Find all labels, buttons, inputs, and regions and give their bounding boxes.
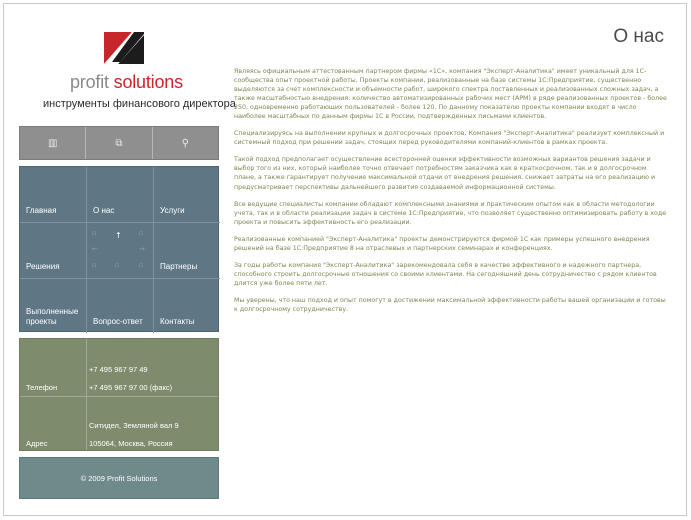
right-arrow-icon: → — [139, 245, 145, 253]
brand-name[interactable] — [70, 72, 183, 93]
paragraph: Специализируясь на выполнении крупных и долгосрочных проектов, Компания "Эксперт-Аналитика" реализует комплексный и системный подход при решении задач, стоящих перед руководителями компаний-клиентов в рамках проекта. — [234, 130, 665, 147]
nav-label: Главная — [26, 206, 57, 215]
brand-profit: profit — [70, 72, 109, 92]
nav-label: О нас — [93, 206, 115, 215]
page-title: О нас — [613, 26, 664, 47]
paragraph: Реализованные компанией "Эксперт-Аналитика" проекты демонстрируются фирмой 1С как примеры успешного внедрения решений на базе 1С:Предприятие 8 на отраслевых и партнерских семинарах и конференциях. — [234, 235, 650, 252]
nav-item-about[interactable] — [87, 167, 154, 223]
nav-label — [26, 307, 78, 327]
arrow-decoration — [87, 223, 153, 278]
nav-label: Партнеры — [160, 262, 198, 271]
red-black-triangle-logo-icon[interactable] — [104, 32, 144, 64]
book-icon[interactable]: ▥ — [20, 127, 86, 159]
brand-tagline: инструменты финансового директора — [43, 98, 236, 110]
copy-icon[interactable]: ⧉ — [86, 127, 152, 159]
nav-item-question[interactable] — [87, 279, 154, 333]
copyright: © 2009 Profit Solutions — [80, 473, 158, 483]
nav-item-contacts[interactable] — [154, 279, 220, 333]
down-arrow-icon: ▫ — [115, 261, 120, 269]
corner-arrow-icon: ▫ — [139, 229, 144, 237]
footer — [19, 457, 219, 499]
paragraph: Все ведущие специалисты компании обладают комплексными знаниями и практическим опытом как в области методологии учета, так и в области реализации задач в системе 1С:Предприятие, что позволяет существенно оптимизировать работу в ходе проекта и повысить эффективность его реализации. — [234, 200, 667, 226]
nav-label-line1: Выполненные — [26, 307, 79, 316]
corner-arrow-icon: ▫ — [139, 261, 144, 269]
left-arrow-icon: ← — [92, 245, 98, 253]
contact-block — [19, 338, 219, 451]
divider — [86, 339, 87, 450]
address-label: Адрес — [26, 439, 48, 448]
nav-label-line2: проекты — [26, 317, 57, 326]
nav-arrows-cell — [87, 223, 154, 279]
nav-label: Вопрос-ответ — [93, 317, 143, 326]
nav-item-home[interactable] — [20, 167, 87, 223]
phone-number: +7 495 967 97 49 — [89, 365, 148, 374]
tool-bar — [19, 126, 219, 160]
nav-item-services[interactable] — [154, 167, 220, 223]
nav-label: Решения — [26, 262, 60, 271]
about-text — [234, 67, 668, 322]
paragraph: Мы уверены, что наш подход и опыт помогут в достижении максимальной эффективности работы вашей организации и готовы к долгосрочному сотрудничеству. — [234, 296, 666, 313]
corner-arrow-icon: ▫ — [92, 229, 97, 237]
nav-item-projects[interactable] — [20, 279, 87, 333]
paragraph: За годы работы компания "Эксперт-Аналитика" зарекомендовала себя в качестве эффективного и надежного партнера, способного строить долгосрочные отношения со своими клиентами. На сегодняшний день сотрудничество с рядом клиентов длится уже более пяти лет. — [234, 261, 657, 287]
corner-arrow-icon: ▫ — [92, 261, 97, 269]
address-street: Ситидел, Земляной вал 9 — [89, 421, 179, 430]
phone-label: Телефон — [26, 383, 58, 392]
brand-solutions: solutions — [113, 72, 183, 92]
address-city: 105064, Москва, Россия — [89, 439, 173, 448]
main-nav — [19, 166, 219, 332]
nav-label: Услуги — [160, 206, 185, 215]
paragraph: Являясь официальным аттестованным партнером фирмы «1С», компания "Эксперт-Аналитика" имеет уникальный для 1С-сообщества опыт проектной работы. Проекты компании, реализованные на базе системы 1С:Предприятие, существенно выделяются за счет комплексности и объемности работ, широкого спектра поставленных и реализованных сложных задач, а также масштабностью внедрения: количество автоматизированных рабочих мест (АРМ) в ряде реализованных проектов - более 250, одновременно работающих пользователей - более 120. По данному показателю проекты компании входят в число наиболее масштабных по данным фирмы 1С в России, подтвержденных письмами клиентов. — [234, 68, 667, 121]
divider — [20, 396, 218, 397]
search-icon[interactable]: ⚲ — [181, 137, 189, 149]
paragraph: Такой подход предполагает осуществление всесторонней оценки эффективности возможных вариантов решения задачи и выбор того из них, который наиболее точно отвечает потребностям заказчика как в краткосрочном, так и в долгосрочном плане, а также гарантирует получение максимальной отдачи от внедрения решения, снижает затраты на его реализацию и предусматривает перспективы дальнейшего развития создаваемой информационной системы. — [234, 156, 656, 191]
fax-number: +7 495 967 97 00 (факс) — [89, 383, 173, 392]
up-arrow-icon: ↑ — [115, 231, 122, 240]
nav-item-solutions[interactable] — [20, 223, 87, 279]
nav-item-partners[interactable] — [154, 223, 220, 279]
nav-label: Контакты — [160, 317, 195, 326]
